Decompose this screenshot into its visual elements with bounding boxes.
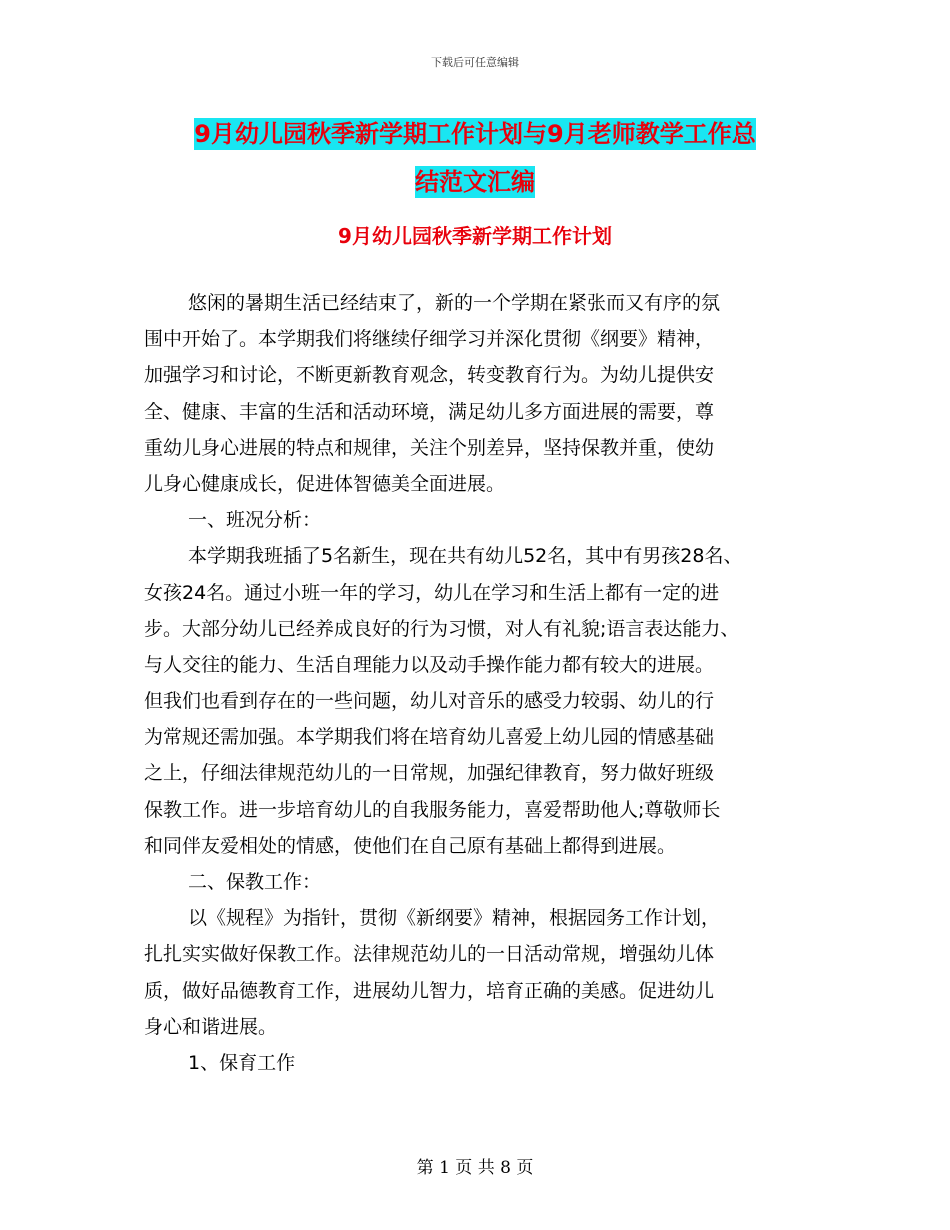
paragraph-line: 步。大部分幼儿已经养成良好的行为习惯，对人有礼貌;语言表达能力、 bbox=[144, 617, 740, 640]
title-line-1: 9月幼儿园秋季新学期工作计划与9月老师教学工作总 bbox=[194, 120, 756, 148]
paragraph-line: 质，做好品德教育工作，进展幼儿智力，培育正确的美感。促进幼儿 bbox=[144, 979, 715, 1002]
body-text bbox=[144, 285, 824, 1081]
paragraph-line: 为常规还需加强。本学期我们将在培育幼儿喜爱上幼儿园的情感基础 bbox=[144, 726, 715, 749]
paragraph-line: 重幼儿身心进展的特点和规律，关注个别差异，坚持保教并重，使幼 bbox=[144, 436, 715, 459]
section-title: 9月幼儿园秋季新学期工作计划 bbox=[338, 224, 612, 248]
paragraph-line: 保教工作。进一步培育幼儿的自我服务能力，喜爱帮助他人;尊敬师长 bbox=[144, 798, 721, 821]
paragraph-line: 围中开始了。本学期我们将继续仔细学习并深化贯彻《纲要》精神， bbox=[144, 328, 715, 351]
paragraph-line: 身心和谐进展。 bbox=[144, 1015, 278, 1038]
paragraph-line: 女孩24名。通过小班一年的学习，幼儿在学习和生活上都有一定的进 bbox=[144, 581, 720, 604]
paragraph-line: 儿身心健康成长，促进体智德美全面进展。 bbox=[144, 472, 506, 495]
paragraph-line: 本学期我班插了5名新生，现在共有幼儿52名，其中有男孩28名、 bbox=[188, 545, 743, 568]
heading-line: 一、班况分析： bbox=[188, 509, 322, 532]
paragraph-line: 加强学习和讨论，不断更新教育观念，转变教育行为。为幼儿提供安 bbox=[144, 364, 715, 387]
paragraph-line: 扎扎实实做好保教工作。法律规范幼儿的一日活动常规，增强幼儿体 bbox=[144, 943, 715, 966]
document-title bbox=[0, 110, 950, 206]
paragraph-line: 与人交往的能力、生活自理能力以及动手操作能力都有较大的进展。 bbox=[144, 653, 715, 676]
paragraph-line: 悠闲的暑期生活已经结束了，新的一个学期在紧张而又有序的氛 bbox=[188, 292, 721, 314]
paragraph-line: 但我们也看到存在的一些问题，幼儿对音乐的感受力较弱、幼儿的行 bbox=[144, 690, 715, 713]
title-line-2: 结范文汇编 bbox=[415, 168, 535, 196]
heading-line: 1、保育工作 bbox=[188, 1051, 296, 1074]
paragraph-line: 全、健康、丰富的生活和活动环境，满足幼儿多方面进展的需要，尊 bbox=[144, 400, 715, 423]
page-footer: 第 1 页 共 8 页 bbox=[416, 1158, 534, 1178]
paragraph-line: 和同伴友爱相处的情感，使他们在自己原有基础上都得到进展。 bbox=[144, 834, 677, 857]
header-note: 下载后可任意编辑 bbox=[431, 56, 519, 69]
heading-line: 二、保教工作： bbox=[188, 871, 322, 893]
paragraph-line: 之上，仔细法律规范幼儿的一日常规，加强纪律教育，努力做好班级 bbox=[144, 762, 715, 785]
paragraph-line: 以《规程》为指针，贯彻《新纲要》精神，根据园务工作计划， bbox=[188, 907, 721, 930]
